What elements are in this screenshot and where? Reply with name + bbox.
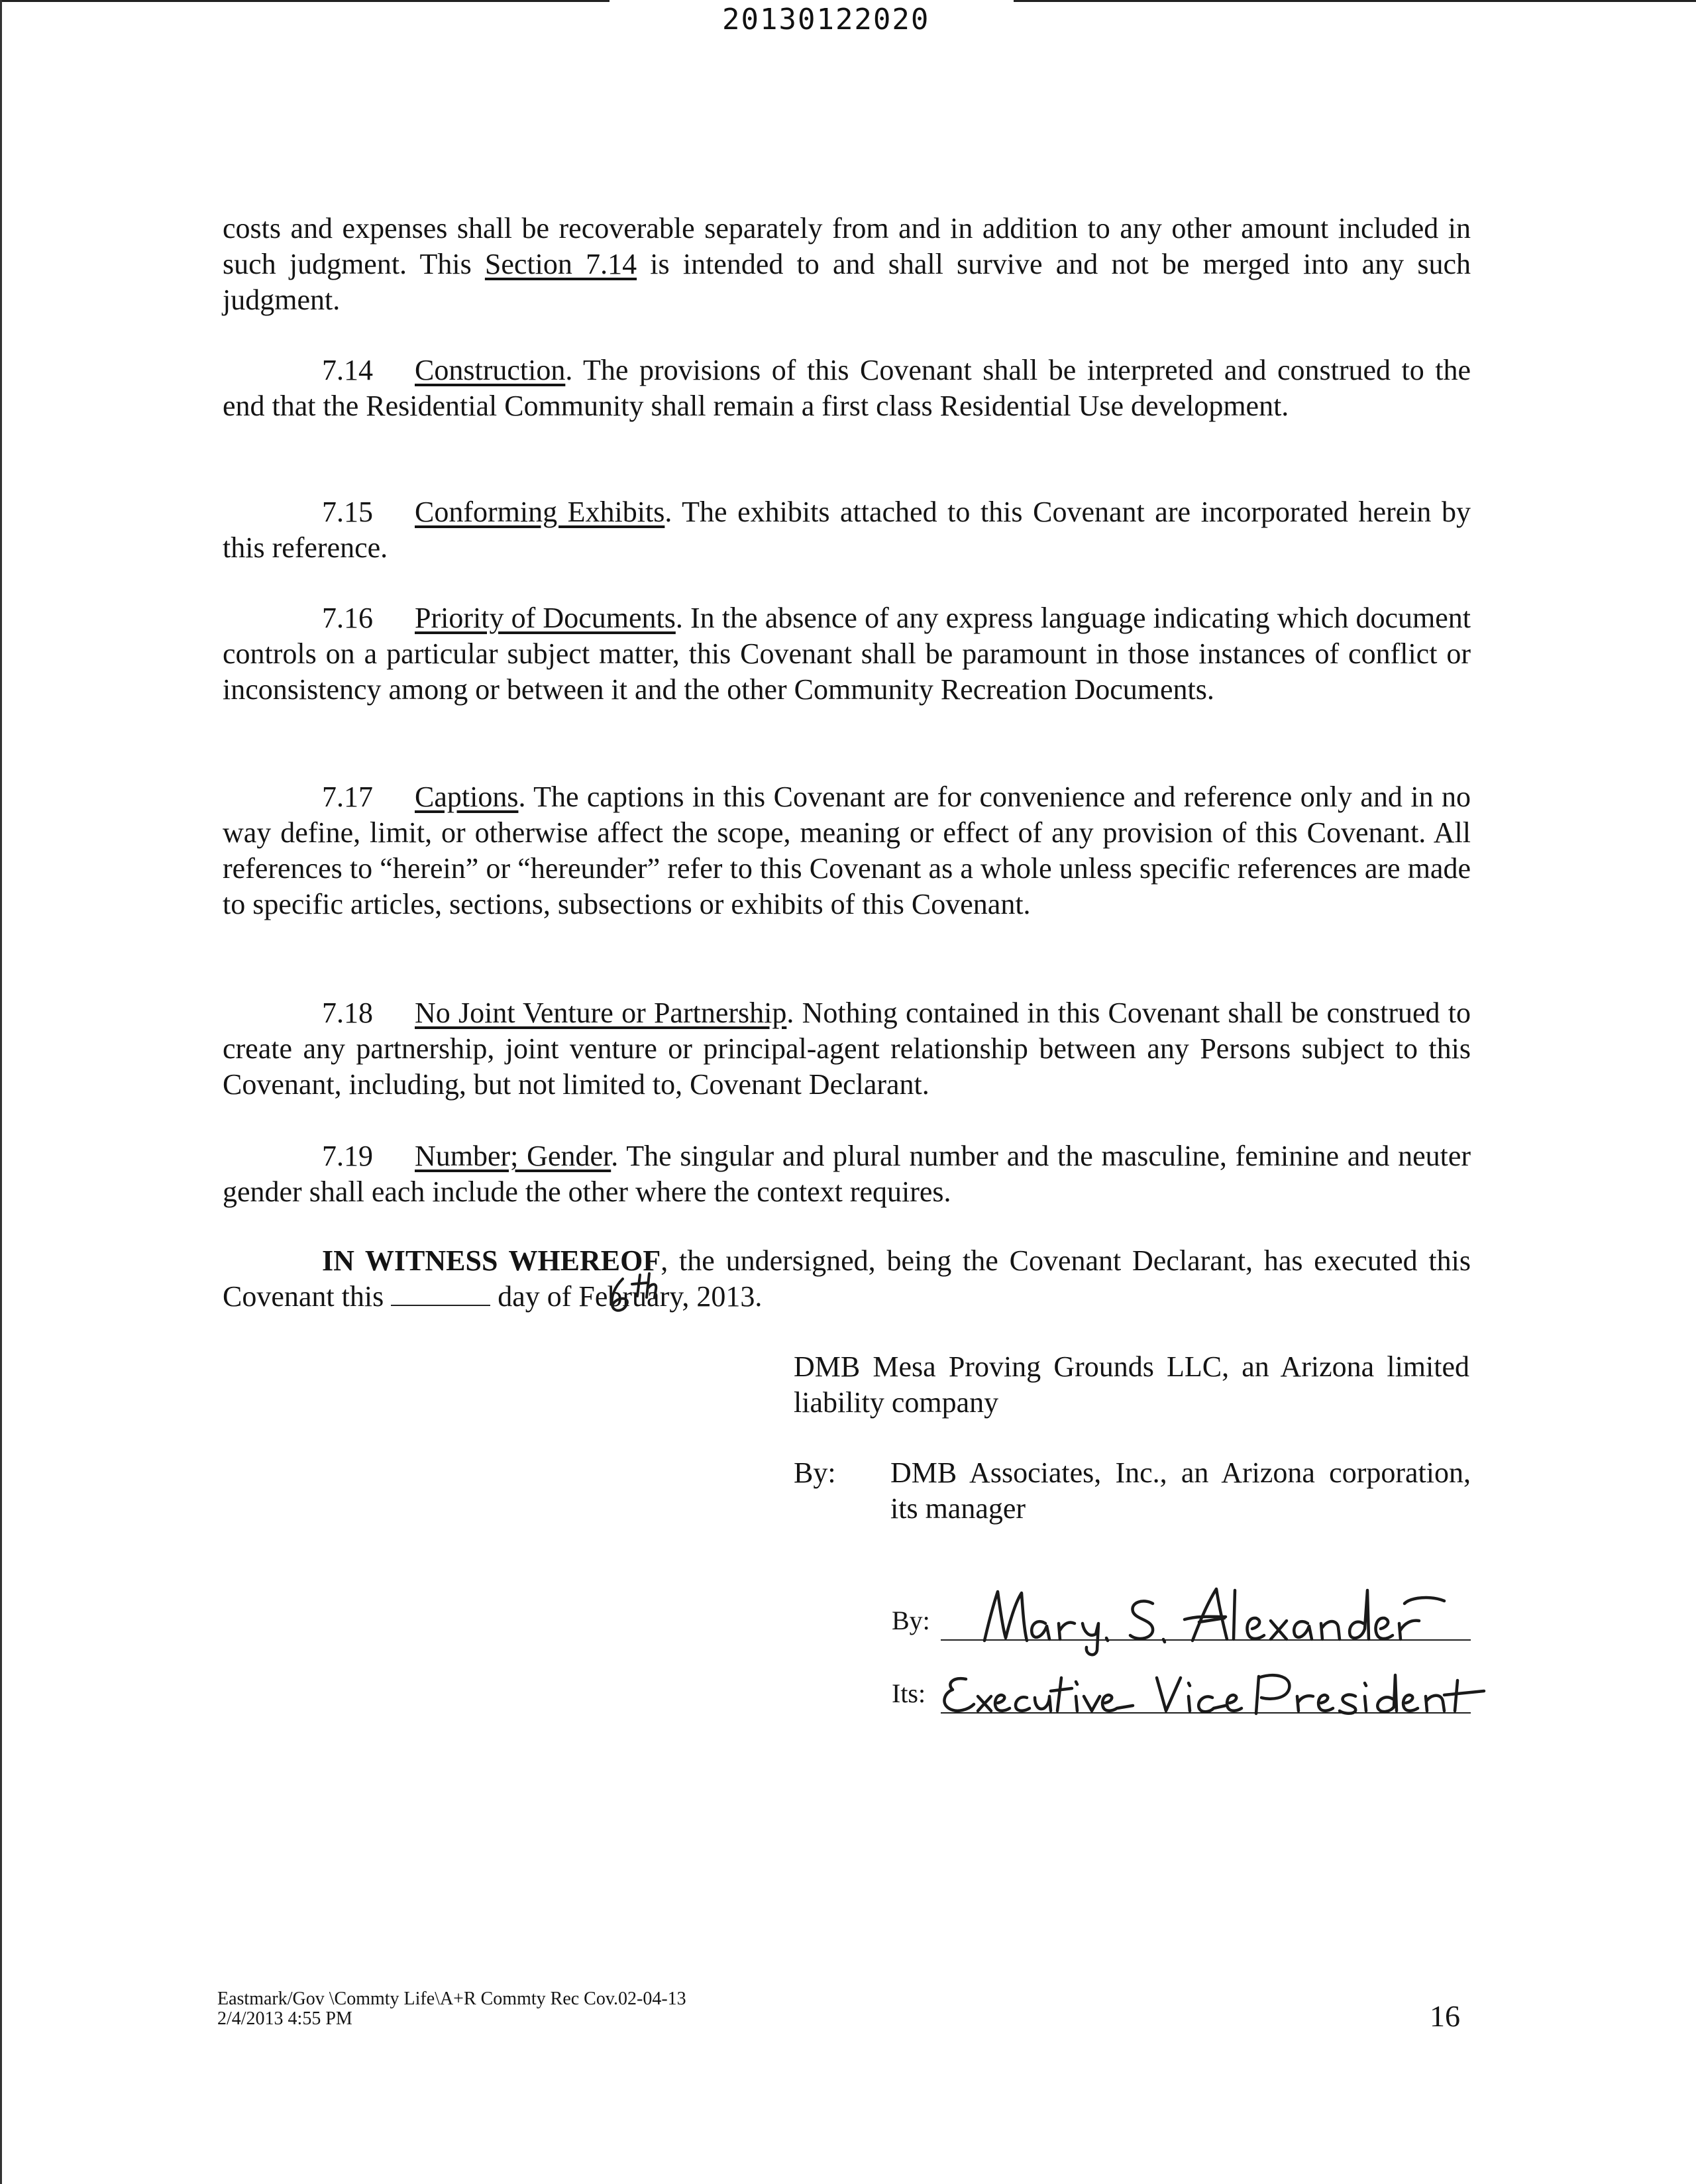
section-number: 7.19: [322, 1140, 373, 1172]
section-number: 7.18: [322, 997, 373, 1029]
handwritten-title: [934, 1662, 1583, 1735]
section-heading: Number; Gender: [415, 1140, 611, 1172]
section-heading: Captions: [415, 781, 519, 813]
scan-edge: [0, 0, 2, 2184]
day-blank: [391, 1281, 490, 1306]
section-number: 7.16: [322, 602, 373, 634]
manager-row: [794, 1455, 1469, 1528]
manager-name: DMB Associates, Inc., an Arizona corporation, its manager: [890, 1456, 1471, 1525]
section-number: 7.15: [322, 496, 373, 528]
section-number: 7.17: [322, 781, 373, 813]
paragraph-continuation: costs and expenses shall be recoverable separately from and in addition to any other amount included in such judgment. This Section 7.14 is intended to and shall survive and not be merged into any such judgment.: [223, 212, 1471, 316]
section-7-18: 7.18 No Joint Venture or Partnership. Nothing contained in this Covenant shall be construed to create any partnership, joint venture or principal-agent relationship between any Persons subject to this Covenant, including, but not limited to, Covenant Declarant.: [223, 997, 1471, 1101]
handwritten-signature: [974, 1577, 1477, 1657]
section-reference: Section 7.14: [484, 248, 637, 280]
footer-path: Eastmark/Gov \Commty Life\A+R Commty Rec Cov.02-04-13: [217, 1989, 686, 2009]
section-heading: Construction: [415, 354, 566, 386]
by-label: By:: [794, 1456, 836, 1489]
signer-its-label: Its:: [892, 1678, 926, 1708]
section-7-19: 7.19 Number; Gender. The singular and plural number and the masculine, feminine and neuter gender shall each include the other where the context requires.: [223, 1140, 1471, 1208]
section-7-15: 7.15 Conforming Exhibits. The exhibits attached to this Covenant are incorporated herein by this reference.: [223, 496, 1471, 564]
section-heading: Conforming Exhibits: [415, 496, 665, 528]
section-number: 7.14: [322, 354, 373, 386]
top-rule-right: [1014, 0, 1696, 2]
witness-clause: IN WITNESS WHEREOF, the undersigned, being the Covenant Declarant, has executed this Covenant this day of February, 2013.: [223, 1244, 1471, 1313]
section-7-17: 7.17 Captions. The captions in this Covenant are for convenience and reference only and in no way define, limit, or otherwise affect the scope, meaning or effect of any provision of this Covenant. All references to “herein” or “hereunder” refer to this Covenant as a whole unless specific references are made to specific articles, sections, subsections or exhibits of this Covenant.: [223, 781, 1471, 920]
recording-number: 20130122020: [722, 3, 930, 36]
handwritten-day: [603, 1272, 682, 1319]
signer-by-label: By:: [892, 1606, 930, 1635]
footer-timestamp: 2/4/2013 4:55 PM: [217, 2008, 352, 2029]
section-heading: No Joint Venture or Partnership: [415, 997, 787, 1029]
section-7-16: 7.16 Priority of Documents. In the absence of any express language indicating which document controls on a particular subject matter, this Covenant shall be paramount in those instances of conflict or inconsistency among or between it and the other Community Recreation Documents.: [223, 602, 1471, 706]
witness-lead: IN WITNESS WHEREOF: [322, 1244, 661, 1277]
page-number: 16: [1430, 1999, 1460, 2033]
footer-file-info: [217, 1989, 686, 2029]
section-heading: Priority of Documents: [415, 602, 676, 634]
entity-name: DMB Mesa Proving Grounds LLC, an Arizona limited liability company: [794, 1350, 1469, 1419]
section-7-14: 7.14 Construction. The provisions of this Covenant shall be interpreted and construed to the end that the Residential Community shall remain a first class Residential Use development.: [223, 354, 1471, 422]
top-rule-left: [0, 0, 610, 2]
